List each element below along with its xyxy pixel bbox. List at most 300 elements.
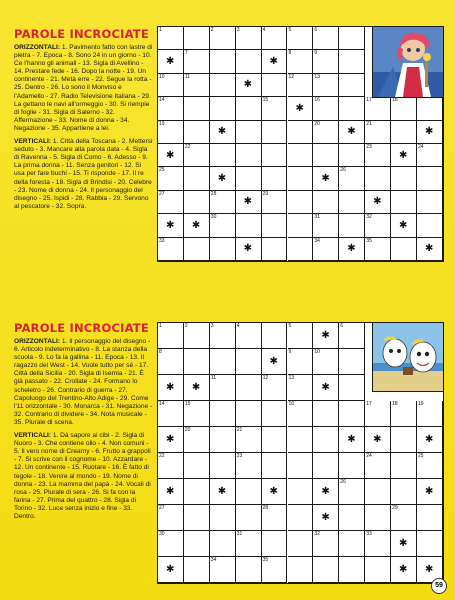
cell-number: 14 [159,97,165,104]
grid-cell[interactable] [262,323,288,349]
grid-cell[interactable] [158,427,184,453]
asterisk-star-icon: ✱ [321,512,330,523]
grid-cell[interactable] [184,97,210,120]
grid-cell[interactable] [313,121,339,144]
grid-cell[interactable] [262,121,288,144]
grid-cell[interactable] [288,144,314,167]
grid-cell[interactable] [313,531,339,557]
cell-number: 27 [159,505,165,511]
grid-cell[interactable] [236,238,262,261]
grid-cell[interactable] [184,453,210,479]
grid-cell[interactable] [184,349,210,375]
grid-cell[interactable] [184,74,210,97]
grid-cell[interactable] [313,349,339,375]
grid-cell[interactable] [158,238,184,261]
cell-number: 22 [159,453,165,459]
grid-cell[interactable] [288,401,314,427]
asterisk-star-icon: ✱ [243,243,253,255]
grid-cell[interactable] [417,238,443,261]
grid-cell[interactable] [262,401,288,427]
asterisk-star-icon: ✱ [399,538,408,549]
puzzle1-orizzontali-text: 1. Pavimento fatto con lastre di pietra - 7. Epoca - 8. Sono 24 in un giorno - 10. Ce l'hanno gli animali - 13. Sigla di Avellino - 14. Prestare fede - 16. Dopo la notte - 19. Un continente - 21. Metà erre - 22. Segue la rotta - 25. Dentro - 26. Lo sono il Monviso e l'Adamello - 27. Radio Televisione Italiana - 29. La gettano le navi all'ormeggio - 30. Si riempie di foglie - 31. Sigla di Salerno - 32. Affermazione - 33. Nome di donna - 34. Negazione - 35. Appartiene a lei. [14,44,153,132]
grid-cell[interactable] [288,74,314,97]
grid-cell[interactable] [288,427,314,453]
grid-cell[interactable] [210,121,236,144]
grid-cell[interactable] [262,191,288,214]
grid-cell[interactable] [158,191,184,214]
grid-cell[interactable] [313,375,339,401]
grid-cell[interactable] [184,50,210,73]
grid-cell[interactable] [417,479,443,505]
grid-cell[interactable] [210,479,236,505]
grid-cell[interactable] [365,479,391,505]
grid-cell[interactable] [184,427,210,453]
asterisk-star-icon: ✱ [217,486,227,497]
grid-cell[interactable] [391,144,417,167]
puzzle1-verticali-text: 1. Città della Toscana - 2. Mettersi seduto - 3. Mancare alla parola data - 4. Sigla di Ravenna - 5. Sigla di Como - 6. Adesso - 9. La prima donna - 11. Senza genitori - 12. Si usa per fare buchi - 15. Ti risponde - 17. Il re della foresta - 18. Sigla di Brindisi - 20. Celebre - 23. Nome di donna - 24. Il personaggio del disegno - 25. Ispidi - 28. Rabbia - 29. Servono al pescatore - 32. Sopra. [14,138,153,210]
grid-cell[interactable] [339,505,365,531]
cell-number: 25 [418,453,424,459]
grid-cell[interactable] [262,349,288,375]
cell-number: 29 [392,505,398,511]
grid-cell[interactable] [184,323,210,349]
cell-number: 30 [210,214,217,221]
grid-cell[interactable] [210,427,236,453]
asterisk-star-icon: ✱ [321,382,330,393]
grid-cell[interactable] [391,238,417,261]
grid-cell[interactable] [184,479,210,505]
grid-cell[interactable] [365,191,391,214]
grid-cell[interactable] [313,453,339,479]
grid-cell[interactable] [262,453,288,479]
asterisk-star-icon: ✱ [269,486,278,497]
grid-cell[interactable] [288,191,314,214]
grid-cell[interactable] [236,323,262,349]
cell-number: 13 [288,375,295,381]
cell-number: 23 [366,144,372,150]
puzzle1-clues [14,28,153,216]
cell-number: 10 [314,349,320,355]
grid-cell[interactable] [417,427,443,453]
grid-cell[interactable] [210,144,236,167]
grid-cell[interactable] [158,505,184,531]
cell-number: 10 [159,73,165,80]
grid-cell[interactable] [417,167,443,190]
cell-number: 5 [288,27,292,33]
grid-cell[interactable] [210,349,236,375]
grid-cell[interactable] [288,349,314,375]
cell-number: 32 [366,214,372,221]
grid-cell[interactable] [391,167,417,190]
grid-cell[interactable] [236,375,262,401]
grid-cell[interactable] [339,121,365,144]
asterisk-star-icon: ✱ [165,56,175,68]
grid-cell[interactable] [288,479,314,505]
creamy-girl-illustration [373,27,443,97]
grid-cell[interactable] [184,214,210,237]
grid-cell[interactable] [262,531,288,557]
grid-cell[interactable] [313,191,339,214]
grid-cell[interactable] [339,557,365,583]
grid-cell[interactable] [365,144,391,167]
grid-cell[interactable] [339,238,365,261]
cell-number: 32 [314,531,320,537]
grid-cell[interactable] [236,427,262,453]
grid-cell[interactable] [313,505,339,531]
cell-number: 28 [210,190,217,197]
grid-cell[interactable] [313,427,339,453]
cell-number: 30 [159,531,165,537]
grid-cell[interactable] [236,453,262,479]
grid-cell[interactable] [365,238,391,261]
cell-number: 19 [418,401,424,407]
grid-cell[interactable] [313,97,339,120]
grid-cell[interactable] [339,214,365,237]
cell-number: 22 [184,144,191,150]
cell-number: 34 [210,557,217,563]
grid-cell[interactable] [262,214,288,237]
grid-cell[interactable] [339,74,365,97]
grid-cell[interactable] [262,97,288,120]
grid-cell[interactable] [339,97,365,120]
grid-cell[interactable] [236,401,262,427]
cell-number: 24 [418,144,424,150]
asterisk-star-icon: ✱ [321,486,330,497]
grid-cell[interactable] [339,323,365,349]
puzzle2-verticali [14,432,153,521]
asterisk-star-icon: ✱ [191,382,201,393]
asterisk-star-icon: ✱ [373,434,382,445]
grid-cell[interactable] [339,531,365,557]
grid-cell[interactable] [417,505,443,531]
grid-cell[interactable] [288,323,314,349]
cell-number: 26 [340,167,346,174]
grid-cell[interactable] [313,27,339,50]
grid-cell[interactable] [365,531,391,557]
grid-cell[interactable] [313,557,339,583]
puzzle1-orizzontali-label: ORIZZONTALI: [14,44,61,51]
grid-cell[interactable] [184,121,210,144]
grid-cell[interactable] [391,427,417,453]
grid-cell[interactable] [158,531,184,557]
grid-cell[interactable] [365,453,391,479]
cell-number: 3 [210,323,214,329]
asterisk-star-icon: ✱ [424,564,434,575]
asterisk-star-icon: ✱ [243,79,253,91]
asterisk-star-icon: ✱ [347,126,356,138]
grid-cell[interactable] [184,144,210,167]
grid-cell[interactable] [236,121,262,144]
grid-cell[interactable] [158,167,184,190]
grid-cell[interactable] [365,214,391,237]
grid-cell[interactable] [158,121,184,144]
cell-number: 17 [366,401,372,407]
grid-cell[interactable] [210,191,236,214]
grid-cell[interactable] [158,97,184,120]
grid-cell[interactable] [288,531,314,557]
grid-cell[interactable] [365,167,391,190]
grid-cell[interactable] [365,505,391,531]
grid-cell[interactable] [391,214,417,237]
grid-cell[interactable] [158,453,184,479]
grid-cell[interactable] [288,167,314,190]
grid-cell[interactable] [288,97,314,120]
creamy-mascot-illustration [373,323,443,391]
asterisk-star-icon: ✱ [269,56,278,68]
asterisk-star-icon: ✱ [321,173,330,185]
grid-cell[interactable] [184,375,210,401]
grid-cell[interactable] [288,50,314,73]
grid-cell[interactable] [210,27,236,50]
puzzle1-illustration [372,26,444,98]
asterisk-star-icon: ✱ [373,196,382,208]
cell-number: 19 [159,120,165,127]
grid-cell[interactable] [417,401,443,427]
grid-cell[interactable] [236,214,262,237]
grid-cell[interactable] [288,121,314,144]
cell-number: 8 [288,50,292,57]
cell-number: 12 [288,73,295,80]
grid-cell[interactable] [417,453,443,479]
asterisk-star-icon: ✱ [399,149,408,161]
asterisk-star-icon: ✱ [165,486,175,497]
grid-cell[interactable] [339,50,365,73]
grid-cell[interactable] [391,401,417,427]
grid-cell[interactable] [184,27,210,50]
grid-cell[interactable] [339,191,365,214]
grid-cell[interactable] [236,505,262,531]
grid-cell[interactable] [313,50,339,73]
grid-cell[interactable] [158,323,184,349]
grid-cell[interactable] [288,557,314,583]
cell-number: 20 [184,427,191,433]
cell-number: 18 [392,97,398,104]
cell-number: 15 [184,401,191,407]
grid-cell[interactable] [158,375,184,401]
grid-cell[interactable] [236,97,262,120]
grid-cell[interactable] [236,479,262,505]
grid-cell[interactable] [417,214,443,237]
grid-cell[interactable] [288,214,314,237]
grid-cell[interactable] [210,50,236,73]
grid-cell[interactable] [391,557,417,583]
cell-number: 4 [236,323,240,329]
grid-cell[interactable] [288,375,314,401]
asterisk-star-icon: ✱ [424,434,434,445]
grid-cell[interactable] [417,531,443,557]
grid-cell[interactable] [210,167,236,190]
grid-cell[interactable] [210,453,236,479]
grid-cell[interactable] [313,144,339,167]
grid-cell[interactable] [365,427,391,453]
grid-cell[interactable] [158,401,184,427]
cell-number: 35 [366,237,372,244]
grid-cell[interactable] [365,557,391,583]
grid-cell[interactable] [210,531,236,557]
grid-cell[interactable] [210,238,236,261]
cell-number: 14 [159,401,165,407]
asterisk-star-icon: ✱ [165,434,175,445]
grid-cell[interactable] [391,453,417,479]
grid-cell[interactable] [236,74,262,97]
grid-cell[interactable] [417,191,443,214]
grid-cell[interactable] [339,479,365,505]
grid-cell[interactable] [262,50,288,73]
grid-cell[interactable] [417,144,443,167]
grid-cell[interactable] [339,427,365,453]
grid-cell[interactable] [313,214,339,237]
grid-cell[interactable] [262,144,288,167]
grid-cell[interactable] [313,167,339,190]
grid-cell[interactable] [417,121,443,144]
grid-cell[interactable] [236,50,262,73]
puzzle2-clues [14,322,153,526]
asterisk-star-icon: ✱ [295,102,304,114]
grid-cell[interactable] [313,479,339,505]
grid-cell[interactable] [210,557,236,583]
asterisk-star-icon: ✱ [424,243,434,255]
asterisk-star-icon: ✱ [243,196,253,208]
cell-number: 2 [210,27,214,33]
grid-cell[interactable] [365,121,391,144]
cell-number: 21 [236,427,243,433]
grid-cell[interactable] [262,27,288,50]
grid-cell[interactable] [262,74,288,97]
grid-cell[interactable] [158,349,184,375]
grid-cell[interactable] [391,531,417,557]
grid-cell[interactable] [184,238,210,261]
cell-number: 6 [340,323,344,329]
grid-cell[interactable] [339,401,365,427]
cell-number: 33 [159,237,165,244]
cell-number: 11 [210,375,216,381]
grid-cell[interactable] [339,144,365,167]
grid-cell[interactable] [339,27,365,50]
grid-cell[interactable] [313,323,339,349]
grid-cell[interactable] [210,74,236,97]
grid-cell[interactable] [236,349,262,375]
grid-cell[interactable] [158,144,184,167]
grid-cell[interactable] [339,349,365,375]
cell-number: 21 [366,120,372,127]
asterisk-star-icon: ✱ [399,564,408,575]
grid-cell[interactable] [391,479,417,505]
grid-cell[interactable] [288,27,314,50]
cell-number: 6 [314,27,318,33]
grid-cell[interactable] [417,97,443,120]
cell-number: 26 [340,479,346,485]
puzzle1-title: PAROLE INCROCIATE [14,27,149,41]
cell-number: 25 [159,167,165,174]
grid-cell[interactable] [210,401,236,427]
grid-cell[interactable] [210,375,236,401]
cell-number: 9 [288,349,292,355]
grid-cell[interactable] [158,214,184,237]
asterisk-star-icon: ✱ [424,486,434,497]
grid-cell[interactable] [158,50,184,73]
grid-cell[interactable] [262,427,288,453]
grid-cell[interactable] [184,557,210,583]
puzzle2-orizzontali-text: 1. Il personaggio del disegno - 6. Articolo indeterminativo - 8. La stanza della scuola - 9. Lo fa la gallina - 11. Epoca - 13. Il ragazzo del West - 14. Vuole tutto per sé - 17. Città della Sicilia - 20. Sigla di Isernia - 21. È già passato - 22. Crollate - 24. Formano lo scheletro - 26. Contrario di guerra - 27. Capoluogo del Trentino-Alto Adige - 29. Come l'11 orizzontale - 30. Monarca - 31. Negazione - 32. Contrario di dividere - 34. Nota musicale - 35. Plurale di scena. [14,338,153,426]
asterisk-star-icon: ✱ [165,382,175,393]
asterisk-star-icon: ✱ [165,149,175,161]
grid-cell[interactable] [262,375,288,401]
grid-cell[interactable] [158,557,184,583]
grid-cell[interactable] [184,401,210,427]
grid-cell[interactable] [288,238,314,261]
cell-number: 23 [236,453,243,459]
grid-cell[interactable] [158,479,184,505]
grid-cell[interactable] [288,505,314,531]
grid-cell[interactable] [236,144,262,167]
cell-number: 9 [314,50,318,57]
grid-cell[interactable] [210,214,236,237]
grid-cell[interactable] [313,238,339,261]
cell-number: 31 [236,531,243,537]
puzzle1-orizzontali [14,44,153,133]
grid-cell[interactable] [210,323,236,349]
grid-cell[interactable] [262,505,288,531]
asterisk-star-icon: ✱ [191,219,201,231]
grid-cell[interactable] [184,505,210,531]
grid-cell[interactable] [365,97,391,120]
asterisk-star-icon: ✱ [165,219,175,231]
grid-cell[interactable] [391,191,417,214]
grid-cell[interactable] [365,401,391,427]
cell-number: 17 [366,97,372,104]
cell-number: 11 [184,73,191,80]
grid-cell[interactable] [339,167,365,190]
grid-cell[interactable] [210,505,236,531]
asterisk-star-icon: ✱ [347,434,356,445]
grid-cell[interactable] [184,191,210,214]
grid-cell[interactable] [262,167,288,190]
puzzle1-verticali-label: VERTICALI: [14,138,51,146]
grid-cell[interactable] [262,238,288,261]
cell-number: 7 [184,50,188,57]
grid-cell[interactable] [158,74,184,97]
grid-cell[interactable] [184,531,210,557]
puzzle2-verticali-label: VERTICALI: [14,432,51,440]
puzzle1-verticali [14,138,153,211]
puzzle2-title: PAROLE INCROCIATE [14,321,149,335]
grid-cell[interactable] [339,375,365,401]
grid-cell[interactable] [236,557,262,583]
grid-cell[interactable] [184,167,210,190]
grid-cell[interactable] [313,401,339,427]
grid-cell[interactable] [391,121,417,144]
cell-number: 34 [314,237,320,244]
cell-number: 12 [262,375,269,381]
grid-cell[interactable] [210,97,236,120]
grid-cell[interactable] [391,97,417,120]
grid-cell[interactable] [391,505,417,531]
grid-cell[interactable] [236,531,262,557]
grid-cell[interactable] [262,557,288,583]
grid-cell[interactable] [236,27,262,50]
grid-cell[interactable] [339,453,365,479]
grid-cell[interactable] [262,479,288,505]
grid-cell[interactable] [313,74,339,97]
cell-number: 1 [159,27,162,33]
grid-cell[interactable] [288,453,314,479]
asterisk-star-icon: ✱ [321,330,330,341]
cell-number: 31 [314,214,320,221]
grid-cell[interactable] [158,27,184,50]
grid-cell[interactable] [236,191,262,214]
grid-cell[interactable] [236,167,262,190]
cell-number: 24 [366,453,372,459]
